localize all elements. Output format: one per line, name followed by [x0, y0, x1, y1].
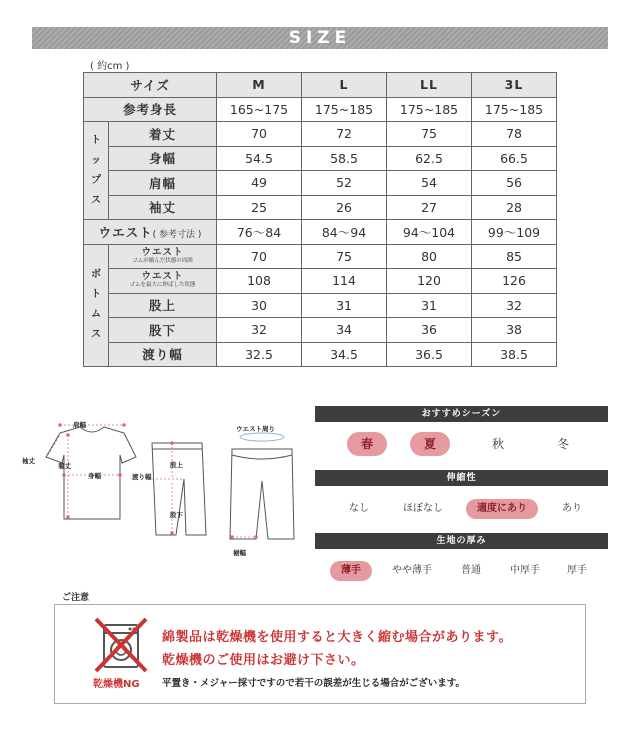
diagram-thigh-label: 渡り幅 [132, 473, 152, 481]
stretch-yes: あり [562, 503, 582, 514]
caution-line-2: 乾燥機のご使用はお避け下さい。 [162, 653, 365, 668]
table-cell: 108 [217, 269, 302, 294]
table-cell: 70 [217, 122, 302, 147]
season-title-bar: おすすめシーズン [315, 406, 608, 422]
table-cell: 38 [472, 318, 557, 343]
thickness-normal: 普通 [461, 565, 481, 576]
table-cell: 126 [472, 269, 557, 294]
table-row [84, 269, 557, 294]
row-label: 股下 [109, 318, 217, 343]
table-cell: 36 [387, 318, 472, 343]
table-cell: 75 [387, 122, 472, 147]
diagram-waist-label: ウエスト周り [236, 425, 275, 433]
row-label: 身幅 [109, 146, 217, 171]
table-cell: 30 [217, 293, 302, 318]
no-dryer-icon [92, 617, 150, 673]
thickness-thick: 厚手 [567, 565, 587, 576]
table-cell: 34 [302, 318, 387, 343]
table-cell: 32 [217, 318, 302, 343]
stretch-none: なし [349, 503, 369, 514]
table-cell: 120 [387, 269, 472, 294]
table-cell: 72 [302, 122, 387, 147]
table-cell: 165~175 [217, 97, 302, 122]
table-cell: 54 [387, 171, 472, 196]
table-cell: 52 [302, 171, 387, 196]
diagram-inseam-label: 股下 [170, 511, 183, 519]
table-cell: 25 [217, 195, 302, 220]
season-summer: 夏 [410, 432, 450, 456]
table-cell: 56 [472, 171, 557, 196]
table-row [84, 171, 557, 196]
table-cell: 70 [217, 244, 302, 269]
table-cell: 175~185 [472, 97, 557, 122]
table-cell: 31 [302, 293, 387, 318]
diagram-body-label: 身幅 [88, 472, 101, 480]
waist-ref-label-sub: ( 参考寸法 ) [152, 229, 202, 240]
table-cell: 26 [302, 195, 387, 220]
table-cell: 114 [302, 269, 387, 294]
row-label-main: ウエスト [141, 246, 184, 258]
table-cell: 27 [387, 195, 472, 220]
stretch-moderate: 適度にあり [466, 499, 538, 519]
table-cell: 54.5 [217, 146, 302, 171]
table-cell: 75 [302, 244, 387, 269]
caution-note: 平置き・メジャー採寸ですので若干の誤差が生じる場合がございます。 [162, 678, 466, 689]
table-cell: 175~185 [302, 97, 387, 122]
table-cell: 66.5 [472, 146, 557, 171]
pants-drawing [152, 443, 206, 535]
table-cell: 175~185 [387, 97, 472, 122]
season-autumn: 秋 [491, 437, 504, 451]
table-row [84, 122, 557, 147]
height-row [84, 97, 557, 122]
stretch-title-bar: 伸縮性 [315, 470, 608, 486]
dryer-ng-label: 乾燥機NG [93, 679, 140, 690]
table-row [84, 195, 557, 220]
size-m: M [217, 73, 302, 98]
table-cell: 76〜84 [217, 220, 302, 245]
unit-note: ( 約cm ) [90, 61, 130, 72]
row-label [109, 244, 217, 269]
thickness-title-bar: 生地の厚み [315, 533, 608, 549]
table-cell: 32 [472, 293, 557, 318]
table-row [84, 146, 557, 171]
caution-title: ご注意 [62, 593, 90, 603]
stretch-almost-none: ほぼなし [403, 503, 443, 514]
row-label-main: ウエスト [141, 271, 184, 283]
size-row [84, 73, 557, 98]
table-cell: 38.5 [472, 342, 557, 367]
table-cell: 78 [472, 122, 557, 147]
table-cell: 34.5 [302, 342, 387, 367]
size-header: SIZE [32, 27, 608, 49]
row-label: 袖丈 [109, 195, 217, 220]
table-cell: 62.5 [387, 146, 472, 171]
size-l: L [302, 73, 387, 98]
table-cell: 32.5 [217, 342, 302, 367]
table-cell: 84〜94 [302, 220, 387, 245]
row-label-sub: ゴムが縮んだ状態の周囲 [132, 257, 193, 264]
row-label: 肩幅 [109, 171, 217, 196]
shorts-drawing [230, 433, 294, 539]
thickness-thin: 薄手 [330, 561, 372, 581]
bottoms-group-label: ボ ト ム ス [84, 244, 109, 367]
row-label: 着丈 [109, 122, 217, 147]
table-cell: 99〜109 [472, 220, 557, 245]
table-cell: 49 [217, 171, 302, 196]
thickness-slightly-thin: やや薄手 [392, 565, 432, 576]
tops-group-label: ト ッ プ ス [84, 122, 109, 220]
diagram-rise-label: 股上 [170, 461, 183, 469]
row-label-sub: ゴムを最大に伸ばした状態 [129, 282, 196, 289]
waist-ref-label [84, 220, 217, 245]
caution-line-1: 綿製品は乾燥機を使用すると大きく縮む場合があります。 [162, 630, 512, 645]
row-label: 股上 [109, 293, 217, 318]
table-row [84, 342, 557, 367]
table-cell: 58.5 [302, 146, 387, 171]
size-3l: 3L [472, 73, 557, 98]
waist-ref-label-main: ウエスト [98, 224, 153, 240]
size-label: サイズ [84, 73, 217, 98]
diagram-length-label: 着丈 [58, 462, 71, 470]
table-cell: 31 [387, 293, 472, 318]
row-label [109, 269, 217, 294]
season-spring: 春 [347, 432, 387, 456]
thickness-medium-thick: 中厚手 [510, 565, 540, 576]
row-label: 渡り幅 [109, 342, 217, 367]
measurement-diagram [20, 415, 310, 565]
table-cell: 85 [472, 244, 557, 269]
table-cell: 80 [387, 244, 472, 269]
table-cell: 94〜104 [387, 220, 472, 245]
table-cell: 36.5 [387, 342, 472, 367]
table-row [84, 293, 557, 318]
table-row [84, 244, 557, 269]
table-row [84, 318, 557, 343]
waist-ref-row [84, 220, 557, 245]
diagram-sleeve-label: 袖丈 [22, 457, 35, 465]
height-label: 参考身長 [84, 97, 217, 122]
size-ll: LL [387, 73, 472, 98]
size-table [83, 72, 557, 367]
season-winter: 冬 [556, 437, 569, 451]
table-cell: 28 [472, 195, 557, 220]
diagram-shoulder-label: 肩幅 [73, 421, 86, 429]
diagram-hem-label: 裾幅 [233, 549, 246, 557]
